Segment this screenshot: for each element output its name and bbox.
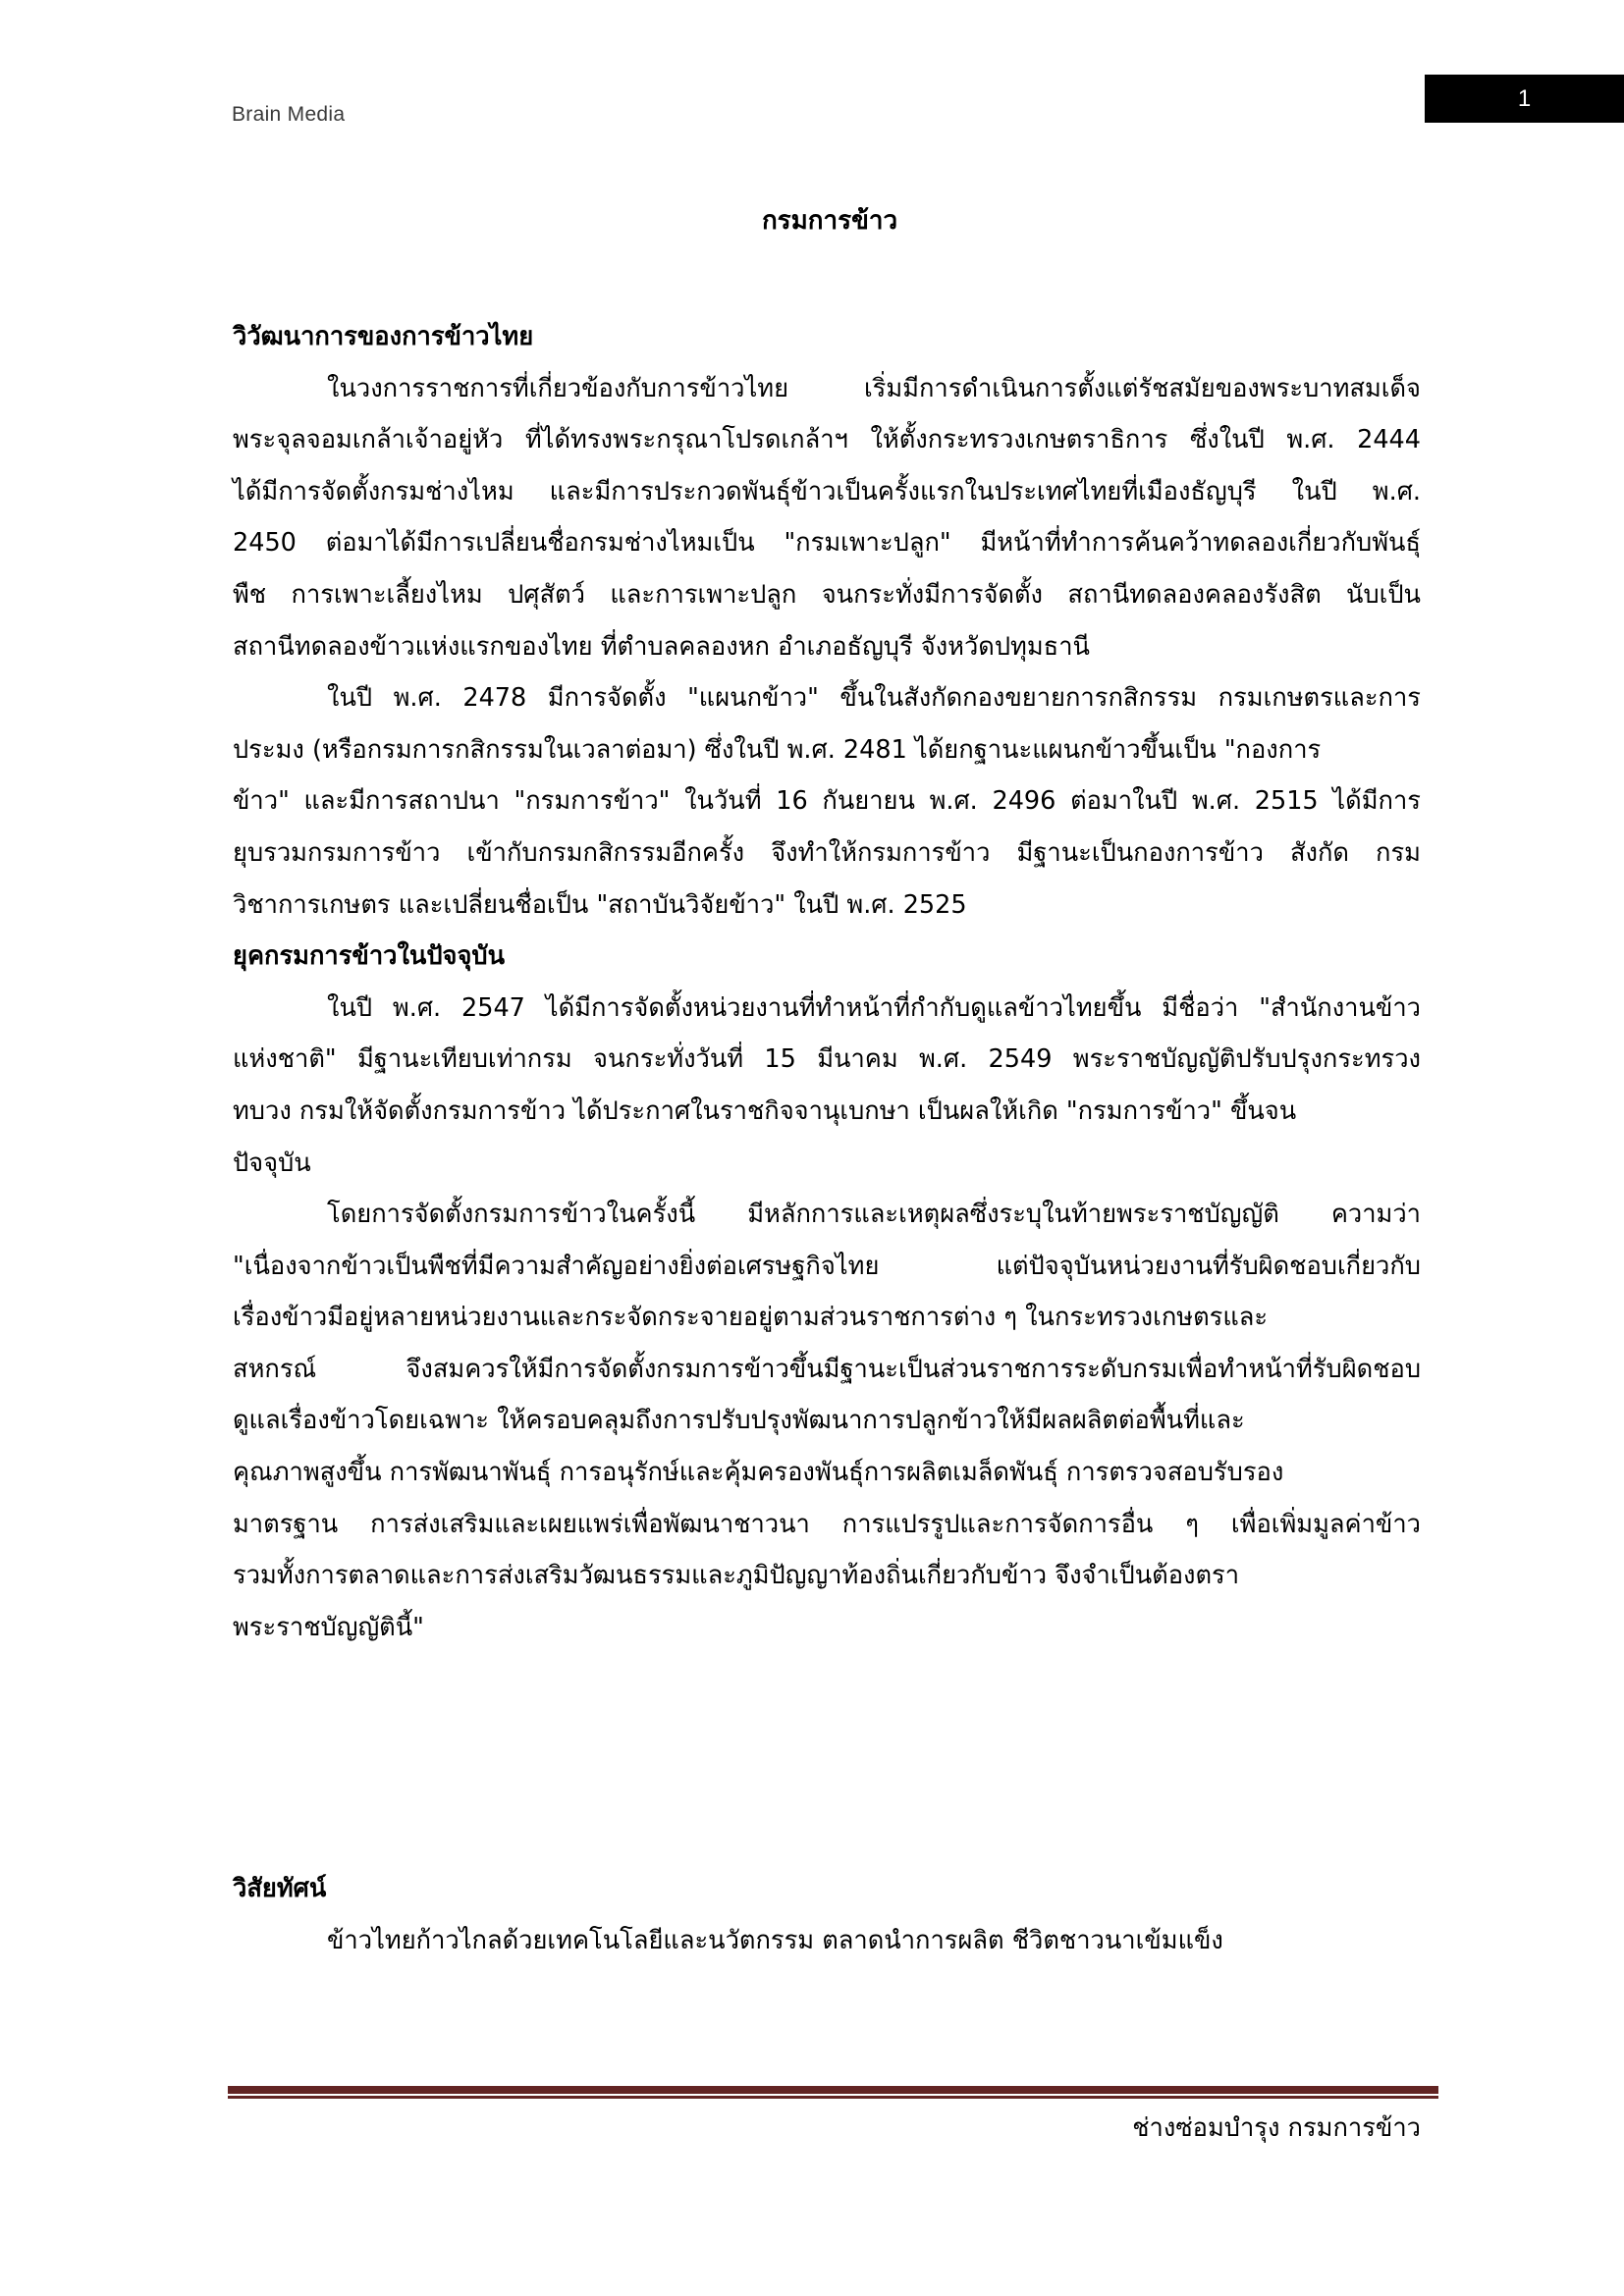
- paragraph-line: คุณภาพสูงขึ้น การพัฒนาพันธุ์ การอนุรักษ์และคุ้มครองพันธุ์การผลิตเมล็ดพันธุ์ การตรวจสอบรับรอง: [233, 1458, 1284, 1488]
- paragraph-line: พระราชบัญญัตินี้": [233, 1612, 424, 1642]
- paragraph-line: แห่งชาติ" มีฐานะเทียบเท่ากรม จนกระทั่งวันที่ 15 มีนาคม พ.ศ. 2549 พระราชบัญญัติปรับปรุงกระทรวง: [233, 1044, 1421, 1075]
- paragraph-line: ปัจจุบัน: [233, 1148, 311, 1178]
- paragraph-line: เรื่องข้าวมีอยู่หลายหน่วยงานและกระจัดกระจายอยู่ตามส่วนราชการต่าง ๆ ในกระทรวงเกษตรและ: [233, 1303, 1269, 1333]
- paragraph-line: ดูแลเรื่องข้าวโดยเฉพาะ ให้ครอบคลุมถึงการปรับปรุงพัฒนาการปลูกข้าวให้มีผลผลิตต่อพื้นที่และ: [233, 1406, 1245, 1436]
- paragraph-line: ยุบรวมกรมการข้าว เข้ากับกรมกสิกรรมอีกครั้ง จึงทำให้กรมการข้าว มีฐานะเป็นกองการข้าว สังกัด กรม: [233, 837, 1421, 868]
- paragraph-line: พืช การเพาะเลี้ยงไหม ปศุสัตว์ และการเพาะปลูก จนกระทั่งมีการจัดตั้ง สถานีทดลองคลองรังสิต นับเป็น: [233, 579, 1421, 610]
- paragraph-line: ในวงการราชการที่เกี่ยวข้องกับการข้าวไทย เริ่มมีการดำเนินการตั้งแต่รัชสมัยของพระบาทสมเด็จ: [327, 373, 1421, 403]
- vision-section: [233, 1863, 1421, 1966]
- document-title: กรมการข้าว: [761, 206, 898, 236]
- paragraph-line: ข้าวไทยก้าวไกลด้วยเทคโนโลยีและนวัตกรรม ตลาดนำการผลิต ชีวิตชาวนาเข้มแข็ง: [327, 1925, 1223, 1955]
- paragraph-line: มาตรฐาน การส่งเสริมและเผยแพร่เพื่อพัฒนาชาวนา การแปรรูปและการจัดการอื่น ๆ เพื่อเพิ่มมูลค่าข้าว: [233, 1509, 1421, 1539]
- page-number: 1: [1517, 84, 1532, 112]
- paragraph-line: 2450 ต่อมาได้มีการเปลี่ยนชื่อกรมช่างไหมเป็น "กรมเพาะปลูก" มีหน้าที่ทำการค้นคว้าทดลองเกี่ยวกับพันธุ์: [233, 528, 1421, 559]
- section-heading-vision: วิสัยทัศน์: [233, 1874, 327, 1903]
- paragraph: [233, 363, 1421, 673]
- paragraph-line: รวมทั้งการตลาดและการส่งเสริมวัฒนธรรมและภูมิปัญญาท้องถิ่นเกี่ยวกับข้าว จึงจำเป็นต้องตรา: [233, 1561, 1240, 1591]
- paragraph: [233, 1189, 1421, 1653]
- paragraph: [233, 983, 1421, 1189]
- page-header-publisher: Brain Media: [232, 103, 346, 126]
- section-heading-present: ยุคกรมการข้าวในปัจจุบัน: [233, 941, 506, 972]
- paragraph-line: สหกรณ์ จึงสมควรให้มีการจัดตั้งกรมการข้าวขึ้นมีฐานะเป็นส่วนราชการระดับกรมเพื่อทำหน้าที่รับผิดชอบ: [233, 1354, 1421, 1384]
- page-number-box: [1425, 75, 1624, 123]
- section-heading-history: วิวัฒนาการของการข้าวไทย: [233, 322, 534, 351]
- paragraph-line: พระจุลจอมเกล้าเจ้าอยู่หัว ที่ได้ทรงพระกรุณาโปรดเกล้าฯ ให้ตั้งกระทรวงเกษตราธิการ ซึ่งในปี พ.ศ. 2444: [233, 425, 1421, 455]
- paragraph-line: "เนื่องจากข้าวเป็นพืชที่มีความสำคัญอย่างยิ่งต่อเศรษฐกิจไทย แต่ปัจจุบันหน่วยงานที่รับผิดชอบเกี่ยวกับ: [233, 1251, 1421, 1281]
- paragraph-line: ทบวง กรมให้จัดตั้งกรมการข้าว ได้ประกาศในราชกิจจานุเบกษา เป็นผลให้เกิด "กรมการข้าว" ขึ้นจน: [233, 1095, 1297, 1126]
- paragraph-line: ในปี พ.ศ. 2547 ได้มีการจัดตั้งหน่วยงานที่ทำหน้าที่กำกับดูแลข้าวไทยขึ้น มีชื่อว่า "สำนักงานข้าว: [327, 992, 1421, 1023]
- paragraph-line: ในปี พ.ศ. 2478 มีการจัดตั้ง "แผนกข้าว" ขึ้นในสังกัดกองขยายการกสิกรรม กรมเกษตรและการ: [327, 683, 1421, 714]
- footer-text: ช่างซ่อมบำรุง กรมการข้าว: [1132, 2113, 1421, 2143]
- paragraph: [233, 672, 1421, 931]
- paragraph-line: ได้มีการจัดตั้งกรมช่างไหม และมีการประกวดพันธุ์ข้าวเป็นครั้งแรกในประเทศไทยที่เมืองธัญบุรี ในปี พ.ศ.: [233, 476, 1421, 507]
- paragraph-line: วิชาการเกษตร และเปลี่ยนชื่อเป็น "สถาบันวิจัยข้าว" ในปี พ.ศ. 2525: [233, 889, 967, 920]
- paragraph-line: ข้าว" และมีการสถาปนา "กรมการข้าว" ในวันที่ 16 กันยายน พ.ศ. 2496 ต่อมาในปี พ.ศ. 2515 ได้มีการ: [233, 786, 1421, 817]
- paragraph-line: สถานีทดลองข้าวแห่งแรกของไทย ที่ตำบลคลองหก อำเภอธัญบุรี จังหวัดปทุมธานี: [233, 631, 1090, 662]
- footer-rule-thick: [228, 2086, 1438, 2094]
- document-content: [233, 311, 1421, 1653]
- footer-rule-thin: [228, 2096, 1438, 2099]
- paragraph-line: โดยการจัดตั้งกรมการข้าวในครั้งนี้ มีหลักการและเหตุผลซึ่งระบุในท้ายพระราชบัญญัติ ความว่า: [327, 1200, 1421, 1230]
- paragraph-line: ประมง (หรือกรมการกสิกรรมในเวลาต่อมา) ซึ่งในปี พ.ศ. 2481 ได้ยกฐานะแผนกข้าวขึ้นเป็น "กองการ: [233, 734, 1322, 765]
